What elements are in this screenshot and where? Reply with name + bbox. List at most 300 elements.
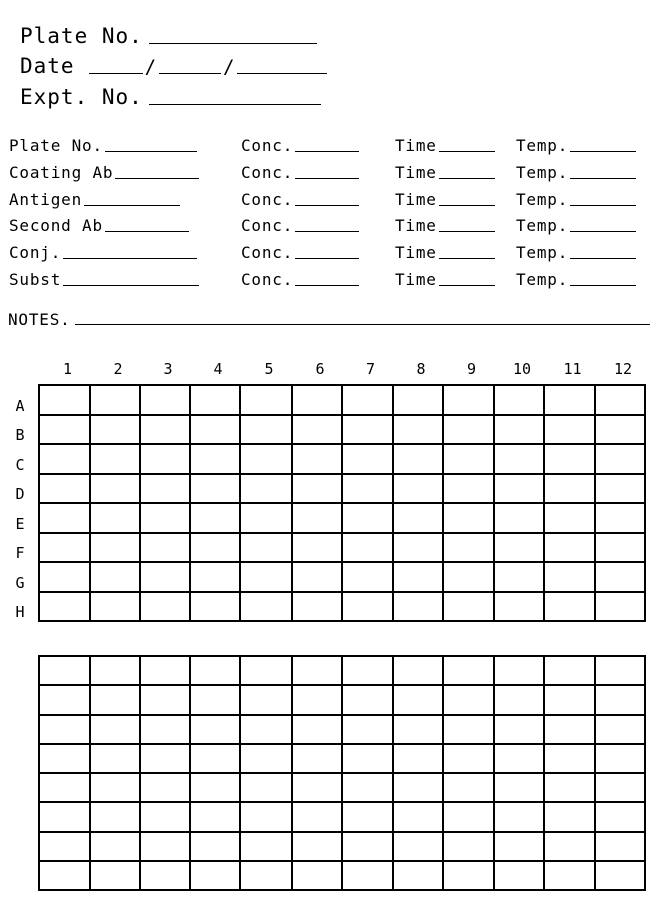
- plate-well[interactable]: [494, 802, 544, 831]
- plate-well[interactable]: [39, 802, 90, 831]
- plate-well[interactable]: [292, 444, 342, 474]
- plate-well[interactable]: [443, 474, 494, 504]
- plate-well[interactable]: [342, 444, 393, 474]
- plate-no-header-label: Plate No.: [20, 24, 143, 48]
- plate-row: [39, 562, 645, 592]
- plate-well[interactable]: [443, 533, 494, 563]
- plate-well[interactable]: [342, 656, 393, 685]
- parameter-row: [9, 240, 654, 262]
- plate-well[interactable]: [240, 444, 292, 474]
- plate-row-label: F: [15, 544, 25, 563]
- plate-well[interactable]: [393, 802, 443, 831]
- plate-well[interactable]: [90, 562, 140, 592]
- plate-well[interactable]: [393, 773, 443, 802]
- parameter-temp-label: Temp.: [516, 190, 569, 209]
- plate-well[interactable]: [292, 592, 342, 622]
- parameter-row: [9, 160, 654, 182]
- parameter-conc-label: Conc.: [241, 136, 294, 155]
- plate-well[interactable]: [39, 656, 90, 685]
- plate-well[interactable]: [443, 562, 494, 592]
- plate-well[interactable]: [443, 744, 494, 773]
- plate-well[interactable]: [292, 802, 342, 831]
- notes-field[interactable]: [75, 323, 650, 325]
- notes-row: [8, 307, 650, 329]
- parameter-time-label: Time: [395, 136, 437, 155]
- plate-well[interactable]: [39, 832, 90, 861]
- plate-well[interactable]: [90, 656, 140, 685]
- plate-well[interactable]: [443, 444, 494, 474]
- plate-well[interactable]: [39, 474, 90, 504]
- plate-well[interactable]: [39, 861, 90, 890]
- plate-well[interactable]: [292, 685, 342, 714]
- plate-well[interactable]: [39, 715, 90, 744]
- plate-column-label: 5: [264, 360, 274, 378]
- parameter-step-field[interactable]: [115, 177, 199, 179]
- plate-well[interactable]: [39, 592, 90, 622]
- plate-well[interactable]: [544, 773, 595, 802]
- plate-well[interactable]: [595, 415, 645, 445]
- plate-well[interactable]: [190, 474, 240, 504]
- plate-well[interactable]: [240, 744, 292, 773]
- date-year-field[interactable]: [237, 72, 327, 74]
- plate-well[interactable]: [393, 861, 443, 890]
- plate-well[interactable]: [190, 562, 240, 592]
- plate-well[interactable]: [342, 533, 393, 563]
- date-separator: /: [144, 56, 158, 78]
- parameter-step-field[interactable]: [105, 150, 197, 152]
- plate-row: [39, 503, 645, 533]
- parameter-conc-field[interactable]: [295, 284, 359, 286]
- plate-well[interactable]: [544, 744, 595, 773]
- plate-column-label: 3: [163, 360, 173, 378]
- plate-well[interactable]: [140, 592, 190, 622]
- plate-well[interactable]: [342, 802, 393, 831]
- plate-well[interactable]: [90, 415, 140, 445]
- plate-column-label: 7: [365, 360, 376, 378]
- plate-well[interactable]: [190, 773, 240, 802]
- plate-well[interactable]: [90, 773, 140, 802]
- plate-well[interactable]: [292, 656, 342, 685]
- plate-well[interactable]: [90, 503, 140, 533]
- plate-well[interactable]: [595, 832, 645, 861]
- plate-well[interactable]: [443, 773, 494, 802]
- plate-row: [39, 533, 645, 563]
- parameter-temp-field[interactable]: [570, 204, 636, 206]
- plate-row: [39, 592, 645, 622]
- plate-well[interactable]: [544, 656, 595, 685]
- plate-well[interactable]: [292, 385, 342, 415]
- plate-well[interactable]: [190, 592, 240, 622]
- plate-well[interactable]: [443, 802, 494, 831]
- plate-well[interactable]: [595, 685, 645, 714]
- plate-well[interactable]: [90, 715, 140, 744]
- plate-well[interactable]: [595, 861, 645, 890]
- parameter-step-label: Conj.: [9, 243, 62, 262]
- plate-row: [39, 802, 645, 831]
- parameter-time-label: Time: [395, 216, 437, 235]
- parameter-time-label: Time: [395, 163, 437, 182]
- plate-well[interactable]: [342, 474, 393, 504]
- plate-column-label: 8: [416, 360, 426, 378]
- plate-well[interactable]: [240, 802, 292, 831]
- plate-well[interactable]: [494, 685, 544, 714]
- parameter-time-label: Time: [395, 270, 437, 289]
- date-separator: /: [223, 56, 236, 78]
- plate-well[interactable]: [595, 773, 645, 802]
- plate-row-label: D: [15, 485, 25, 504]
- plate-column-label: 11: [563, 360, 582, 378]
- plate-well[interactable]: [292, 562, 342, 592]
- plate-column-label: 12: [613, 360, 633, 378]
- parameter-time-field[interactable]: [439, 230, 495, 232]
- plate-well[interactable]: [443, 685, 494, 714]
- plate-well[interactable]: [595, 533, 645, 563]
- plate-well[interactable]: [342, 562, 393, 592]
- parameter-step-label: Plate No.: [9, 136, 103, 155]
- plate-well[interactable]: [240, 503, 292, 533]
- parameter-row: [9, 133, 654, 155]
- plate-well[interactable]: [140, 474, 190, 504]
- plate-well[interactable]: [292, 832, 342, 861]
- plate-well[interactable]: [39, 415, 90, 445]
- plate-well[interactable]: [393, 832, 443, 861]
- plate-row-label: A: [15, 396, 25, 415]
- plate-row: [39, 832, 645, 861]
- plate-well[interactable]: [240, 685, 292, 714]
- plate-well[interactable]: [140, 533, 190, 563]
- plate-well[interactable]: [494, 444, 544, 474]
- plate-well[interactable]: [443, 415, 494, 445]
- plate-well[interactable]: [90, 474, 140, 504]
- plate-row: [39, 861, 645, 890]
- plate-well[interactable]: [240, 385, 292, 415]
- plate-well[interactable]: [544, 562, 595, 592]
- plate-well[interactable]: [443, 503, 494, 533]
- plate-well[interactable]: [190, 656, 240, 685]
- plate-well[interactable]: [494, 503, 544, 533]
- plate-row: [39, 773, 645, 802]
- parameter-step-label: Coating Ab: [9, 163, 114, 182]
- plate-row-label: C: [15, 455, 25, 474]
- parameter-time-label: Time: [395, 243, 437, 262]
- parameter-time-field[interactable]: [439, 150, 495, 152]
- parameter-time-field[interactable]: [439, 204, 495, 206]
- plate-well[interactable]: [140, 802, 190, 831]
- plate-well[interactable]: [90, 592, 140, 622]
- parameter-step-field[interactable]: [84, 204, 180, 206]
- plate-well[interactable]: [595, 503, 645, 533]
- parameter-conc-label: Conc.: [241, 270, 294, 289]
- plate-row-label: G: [15, 573, 25, 592]
- plate-well[interactable]: [544, 715, 595, 744]
- plate-well[interactable]: [544, 444, 595, 474]
- plate-well[interactable]: [342, 592, 393, 622]
- plate-well[interactable]: [595, 474, 645, 504]
- parameter-conc-field[interactable]: [295, 150, 359, 152]
- plate-row: [39, 385, 645, 415]
- plate-column-label: 2: [113, 360, 123, 378]
- plate-well[interactable]: [443, 861, 494, 890]
- plate-well[interactable]: [544, 861, 595, 890]
- plate-well[interactable]: [595, 562, 645, 592]
- parameter-temp-label: Temp.: [516, 270, 569, 289]
- plate-row: [39, 415, 645, 445]
- parameter-conc-field[interactable]: [295, 257, 359, 259]
- plate-grid-top: [38, 384, 646, 622]
- plate-well[interactable]: [494, 773, 544, 802]
- plate-column-label: 1: [62, 360, 73, 378]
- plate-well[interactable]: [342, 861, 393, 890]
- date-header: [20, 52, 327, 78]
- plate-well[interactable]: [544, 533, 595, 563]
- plate-well[interactable]: [393, 385, 443, 415]
- parameter-time-field[interactable]: [439, 284, 495, 286]
- date-month-field[interactable]: [159, 72, 221, 74]
- plate-well[interactable]: [544, 592, 595, 622]
- plate-well[interactable]: [39, 685, 90, 714]
- plate-well[interactable]: [595, 592, 645, 622]
- parameter-conc-label: Conc.: [241, 163, 294, 182]
- parameter-step-label: Antigen: [9, 190, 83, 209]
- plate-well[interactable]: [90, 444, 140, 474]
- parameter-temp-field[interactable]: [570, 150, 636, 152]
- parameter-step-field[interactable]: [105, 230, 189, 232]
- plate-column-label: 4: [213, 360, 223, 378]
- plate-well[interactable]: [190, 832, 240, 861]
- plate-well[interactable]: [90, 744, 140, 773]
- plate-well[interactable]: [190, 385, 240, 415]
- plate-well[interactable]: [494, 474, 544, 504]
- plate-well[interactable]: [240, 832, 292, 861]
- date-label: Date: [20, 54, 75, 78]
- parameter-time-label: Time: [395, 190, 437, 209]
- plate-well[interactable]: [140, 562, 190, 592]
- plate-row-label: H: [15, 603, 25, 622]
- plate-row: [39, 474, 645, 504]
- parameter-temp-field[interactable]: [570, 257, 636, 259]
- date-day-field[interactable]: [89, 72, 143, 74]
- plate-well[interactable]: [494, 385, 544, 415]
- parameter-temp-label: Temp.: [516, 216, 569, 235]
- plate-well[interactable]: [140, 656, 190, 685]
- plate-well[interactable]: [240, 474, 292, 504]
- plate-well[interactable]: [292, 415, 342, 445]
- plate-well[interactable]: [140, 773, 190, 802]
- plate-row: [39, 444, 645, 474]
- plate-well[interactable]: [393, 444, 443, 474]
- plate-well[interactable]: [39, 444, 90, 474]
- plate-well[interactable]: [494, 832, 544, 861]
- plate-well[interactable]: [90, 533, 140, 563]
- plate-well[interactable]: [393, 592, 443, 622]
- plate-well[interactable]: [190, 861, 240, 890]
- plate-well[interactable]: [292, 744, 342, 773]
- plate-no-header-field[interactable]: [149, 42, 317, 44]
- plate-well[interactable]: [39, 533, 90, 563]
- plate-well[interactable]: [140, 503, 190, 533]
- plate-well[interactable]: [140, 444, 190, 474]
- parameter-conc-field[interactable]: [295, 204, 359, 206]
- plate-well[interactable]: [595, 385, 645, 415]
- plate-well[interactable]: [393, 744, 443, 773]
- plate-well[interactable]: [393, 533, 443, 563]
- plate-well[interactable]: [140, 385, 190, 415]
- plate-well[interactable]: [342, 773, 393, 802]
- parameter-temp-field[interactable]: [570, 230, 636, 232]
- plate-well[interactable]: [393, 503, 443, 533]
- plate-well[interactable]: [595, 715, 645, 744]
- plate-well[interactable]: [90, 832, 140, 861]
- plate-well[interactable]: [342, 715, 393, 744]
- plate-well[interactable]: [190, 685, 240, 714]
- plate-well[interactable]: [393, 415, 443, 445]
- plate-well[interactable]: [544, 503, 595, 533]
- parameter-temp-label: Temp.: [516, 136, 569, 155]
- plate-well[interactable]: [140, 744, 190, 773]
- parameter-step-label: Subst: [9, 270, 62, 289]
- plate-well[interactable]: [494, 415, 544, 445]
- plate-well[interactable]: [494, 715, 544, 744]
- parameter-time-field[interactable]: [439, 177, 495, 179]
- plate-well[interactable]: [393, 715, 443, 744]
- plate-well[interactable]: [443, 832, 494, 861]
- plate-well[interactable]: [494, 744, 544, 773]
- plate-well[interactable]: [544, 385, 595, 415]
- plate-well[interactable]: [443, 385, 494, 415]
- plate-column-label: 6: [315, 360, 325, 378]
- parameter-time-field[interactable]: [439, 257, 495, 259]
- plate-well[interactable]: [190, 444, 240, 474]
- plate-well[interactable]: [240, 656, 292, 685]
- plate-well[interactable]: [240, 562, 292, 592]
- plate-well[interactable]: [595, 656, 645, 685]
- plate-well[interactable]: [544, 832, 595, 861]
- plate-well[interactable]: [190, 802, 240, 831]
- plate-well[interactable]: [190, 503, 240, 533]
- plate-column-label: 10: [512, 360, 532, 378]
- parameter-conc-label: Conc.: [241, 216, 294, 235]
- plate-well[interactable]: [595, 744, 645, 773]
- plate-well[interactable]: [292, 715, 342, 744]
- expt-no-header: [20, 83, 321, 109]
- expt-no-field[interactable]: [149, 103, 321, 105]
- parameter-row: [9, 213, 654, 235]
- plate-well[interactable]: [140, 715, 190, 744]
- parameter-step-field[interactable]: [63, 257, 197, 259]
- plate-well[interactable]: [342, 385, 393, 415]
- plate-well[interactable]: [39, 503, 90, 533]
- plate-well[interactable]: [39, 385, 90, 415]
- plate-well[interactable]: [393, 656, 443, 685]
- plate-well[interactable]: [443, 592, 494, 622]
- parameter-conc-field[interactable]: [295, 230, 359, 232]
- plate-well[interactable]: [140, 861, 190, 890]
- plate-well[interactable]: [190, 533, 240, 563]
- plate-well[interactable]: [544, 474, 595, 504]
- plate-well[interactable]: [292, 474, 342, 504]
- plate-well[interactable]: [140, 415, 190, 445]
- notes-label: NOTES.: [8, 310, 71, 329]
- plate-no-header: [20, 22, 317, 48]
- plate-row-label: E: [15, 514, 25, 533]
- plate-well[interactable]: [494, 656, 544, 685]
- plate-well[interactable]: [595, 444, 645, 474]
- plate-well[interactable]: [240, 533, 292, 563]
- plate-well[interactable]: [342, 744, 393, 773]
- plate-well[interactable]: [342, 503, 393, 533]
- parameter-temp-field[interactable]: [570, 177, 636, 179]
- plate-column-label: 9: [466, 360, 477, 378]
- plate-well[interactable]: [240, 592, 292, 622]
- plate-well[interactable]: [342, 685, 393, 714]
- plate-well[interactable]: [240, 773, 292, 802]
- parameter-temp-field[interactable]: [570, 284, 636, 286]
- plate-well[interactable]: [240, 415, 292, 445]
- plate-well[interactable]: [240, 715, 292, 744]
- expt-no-label: Expt. No.: [20, 85, 143, 109]
- plate-row: [39, 685, 645, 714]
- parameter-conc-label: Conc.: [241, 243, 294, 262]
- parameter-row: [9, 267, 654, 289]
- plate-well[interactable]: [39, 562, 90, 592]
- parameter-conc-label: Conc.: [241, 190, 294, 209]
- plate-well[interactable]: [494, 592, 544, 622]
- plate-well[interactable]: [544, 415, 595, 445]
- plate-well[interactable]: [544, 802, 595, 831]
- plate-well[interactable]: [544, 685, 595, 714]
- plate-well[interactable]: [90, 685, 140, 714]
- plate-well[interactable]: [393, 474, 443, 504]
- plate-well[interactable]: [90, 861, 140, 890]
- plate-well[interactable]: [39, 744, 90, 773]
- parameter-conc-field[interactable]: [295, 177, 359, 179]
- plate-well[interactable]: [443, 715, 494, 744]
- plate-well[interactable]: [292, 533, 342, 563]
- plate-row: [39, 744, 645, 773]
- plate-well[interactable]: [240, 861, 292, 890]
- plate-row: [39, 656, 645, 685]
- plate-grid-bottom: [38, 655, 646, 891]
- plate-well[interactable]: [90, 385, 140, 415]
- plate-well[interactable]: [190, 744, 240, 773]
- parameter-temp-label: Temp.: [516, 163, 569, 182]
- plate-well[interactable]: [292, 773, 342, 802]
- plate-well[interactable]: [443, 656, 494, 685]
- plate-well[interactable]: [292, 503, 342, 533]
- parameter-temp-label: Temp.: [516, 243, 569, 262]
- plate-well[interactable]: [393, 562, 443, 592]
- plate-well[interactable]: [190, 415, 240, 445]
- plate-row-label: B: [15, 426, 25, 445]
- plate-well[interactable]: [494, 562, 544, 592]
- plate-well[interactable]: [342, 415, 393, 445]
- plate-well[interactable]: [595, 802, 645, 831]
- plate-well[interactable]: [494, 861, 544, 890]
- plate-well[interactable]: [342, 832, 393, 861]
- parameter-step-label: Second Ab: [9, 216, 103, 235]
- plate-well[interactable]: [140, 832, 190, 861]
- plate-well[interactable]: [494, 533, 544, 563]
- plate-well[interactable]: [140, 685, 190, 714]
- plate-row: [39, 715, 645, 744]
- plate-well[interactable]: [39, 773, 90, 802]
- parameter-row: [9, 187, 654, 209]
- parameter-step-field[interactable]: [63, 284, 199, 286]
- plate-well[interactable]: [190, 715, 240, 744]
- plate-well[interactable]: [90, 802, 140, 831]
- plate-well[interactable]: [393, 685, 443, 714]
- plate-well[interactable]: [292, 861, 342, 890]
